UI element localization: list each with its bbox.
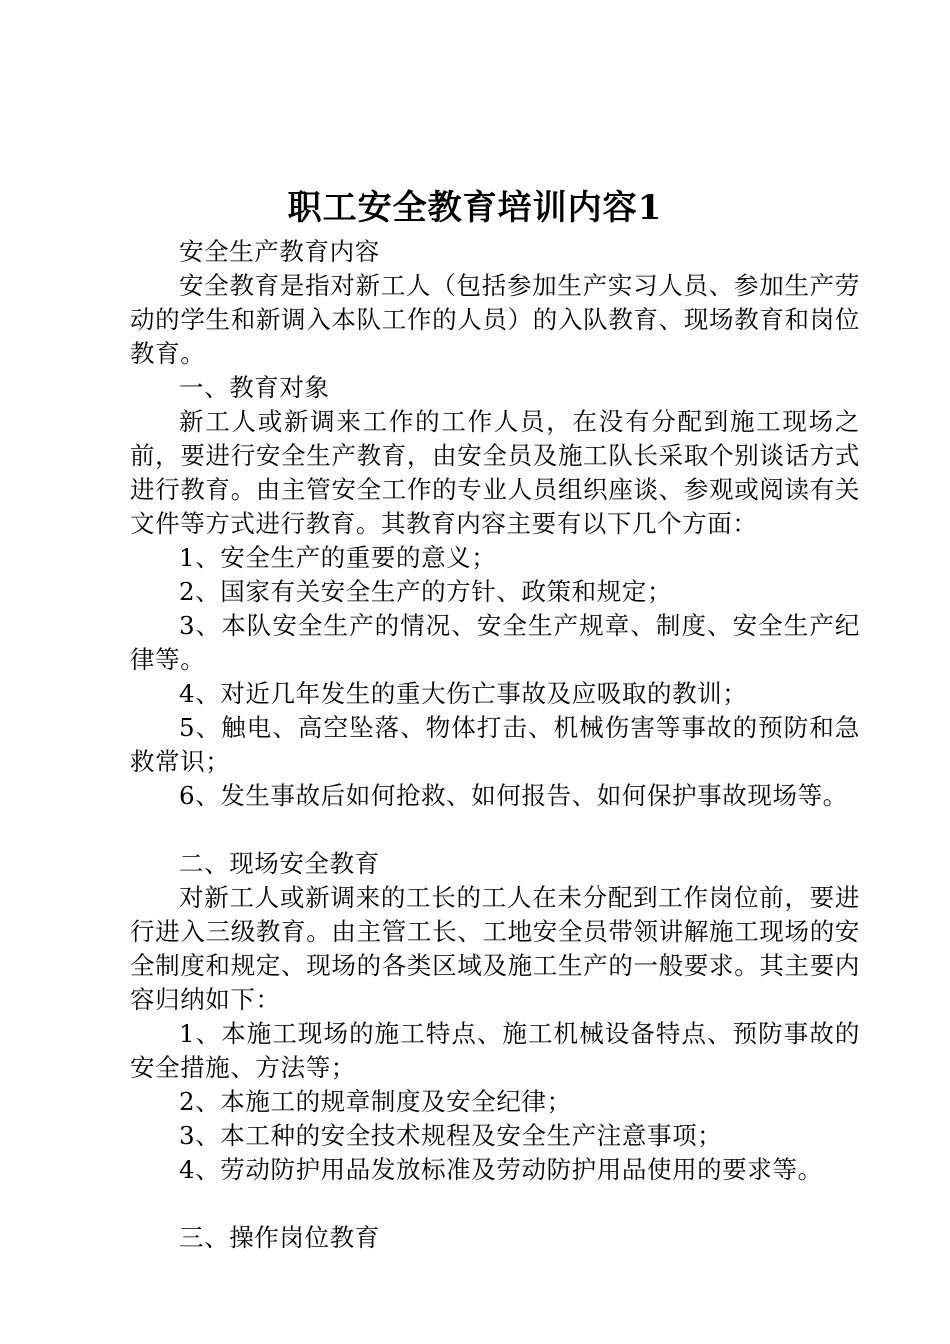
blank-line	[130, 813, 860, 847]
section-heading-2: 二、现场安全教育	[179, 849, 380, 878]
list-item-1-4: 4、对近几年发生的重大伤亡事故及应吸取的教训；	[179, 679, 748, 708]
document-title: 职工安全教育培训内容1	[287, 188, 663, 228]
list-item-2-1: 1、本施工现场的施工特点、施工机械设备特点、预防事故的安全措施、方法等；	[130, 1019, 860, 1082]
paragraph-section-1: 新工人或新调来工作的工作人员，在没有分配到施工现场之前，要进行安全生产教育，由安全员及施工队长采取个别谈话方式进行教育。由主管安全工作的专业人员组织座谈、参观或阅读有关文件等方式进行教育。其教育内容主要有以下几个方面：	[130, 407, 860, 538]
list-item-2-4: 4、劳动防护用品发放标准及劳动防护用品使用的要求等。	[179, 1155, 823, 1184]
document-body	[130, 235, 860, 1255]
list-item-2-2: 2、本施工的规章制度及安全纪律；	[179, 1087, 572, 1116]
list-item-1-5: 5、触电、高空坠落、物体打击、机械伤害等事故的预防和急救常识；	[130, 713, 860, 776]
list-item-1-3: 3、本队安全生产的情况、安全生产规章、制度、安全生产纪律等。	[130, 611, 860, 674]
paragraph-section-2: 对新工人或新调来的工长的工人在未分配到工作岗位前，要进行进入三级教育。由主管工长、工地安全员带领讲解施工现场的安全制度和规定、现场的各类区域及施工生产的一般要求。其主要内容归纳如下：	[130, 883, 860, 1014]
list-item-1-1: 1、安全生产的重要的意义；	[179, 543, 497, 572]
paragraph-intro: 安全教育是指对新工人（包括参加生产实习人员、参加生产劳动的学生和新调入本队工作的人员）的入队教育、现场教育和岗位教育。	[130, 271, 860, 368]
list-item-2-3: 3、本工种的安全技术规程及安全生产注意事项；	[179, 1121, 723, 1150]
blank-line	[130, 1187, 860, 1221]
section-heading-1: 一、教育对象	[179, 373, 330, 402]
list-item-1-2: 2、国家有关安全生产的方针、政策和规定；	[179, 577, 673, 606]
section-heading-3: 三、操作岗位教育	[179, 1223, 380, 1252]
section-heading-content: 安全生产教育内容	[179, 237, 380, 266]
list-item-1-6: 6、发生事故后如何抢救、如何报告、如何保护事故现场等。	[179, 781, 848, 810]
